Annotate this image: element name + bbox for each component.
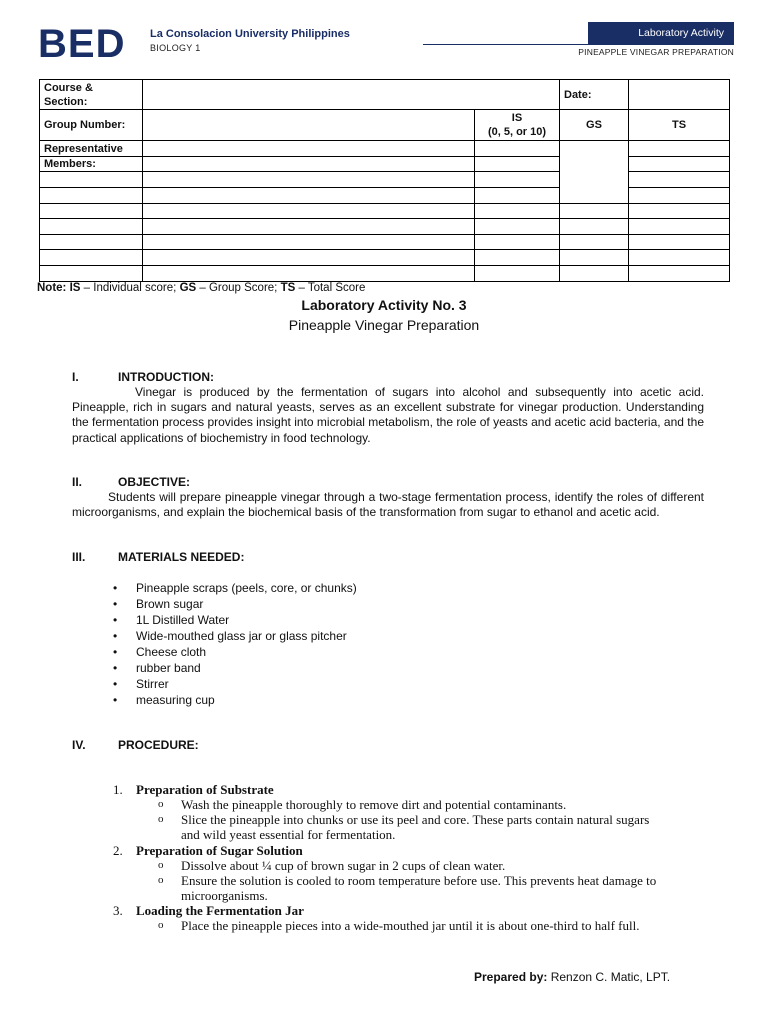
member-name-field[interactable] bbox=[143, 204, 475, 219]
member-gs-field[interactable] bbox=[560, 219, 629, 235]
step-number: 3. bbox=[113, 903, 123, 919]
activity-subtitle: Pineapple Vinegar Preparation bbox=[288, 317, 480, 333]
prepared-label: Prepared by: bbox=[474, 970, 548, 984]
substep-text: Place the pineapple pieces into a wide-mouthed jar until it is about one-third to half full. bbox=[181, 918, 640, 934]
member-is-field[interactable] bbox=[475, 188, 560, 204]
is-label: IS bbox=[511, 112, 523, 124]
procedure-number: IV. bbox=[72, 738, 86, 752]
list-item: • rubber band bbox=[110, 660, 357, 676]
date-field[interactable] bbox=[629, 80, 730, 110]
member-row-label bbox=[40, 266, 143, 282]
list-item: • Wide-mouthed glass jar or glass pitcher bbox=[110, 628, 357, 644]
member-is-field[interactable] bbox=[475, 219, 560, 235]
note-ts: TS bbox=[280, 282, 296, 294]
representative-label: Representative bbox=[40, 141, 143, 157]
objective-heading: OBJECTIVE: bbox=[118, 475, 191, 489]
member-is-field[interactable] bbox=[475, 235, 560, 250]
member-name-field[interactable] bbox=[143, 266, 475, 282]
substep-text: Dissolve about ¼ cup of brown sugar in 2 cups of clean water. bbox=[181, 857, 506, 873]
member-ts-field[interactable] bbox=[629, 235, 730, 250]
member-ts-field[interactable] bbox=[629, 172, 730, 188]
list-item: • Stirrer bbox=[110, 676, 357, 692]
note-is-text: – Individual score; bbox=[80, 282, 180, 294]
list-item: • Pineapple scraps (peels, core, or chunks) bbox=[110, 580, 357, 596]
sub-bullet: o bbox=[158, 813, 164, 826]
member-name-field[interactable] bbox=[143, 219, 475, 235]
substep-text: Slice the pineapple into chunks or use its peel and core. These parts contain natural sugars and wild yeast essential for fermentation. bbox=[181, 812, 650, 843]
materials-list bbox=[110, 580, 357, 708]
group-number-label: Group Number: bbox=[40, 110, 143, 141]
procedure-step bbox=[110, 903, 670, 918]
list-item: • Brown sugar bbox=[110, 596, 357, 612]
member-is-field[interactable] bbox=[475, 141, 560, 157]
intro-text: Vinegar is produced by the fermentation of sugars into alcohol and subsequently into acetic acid. Pineapple, rich in sugars and natural yeasts, serves as an excellent substrate for vinegar production. Understanding the fermentation process provides insight into microbial metabolism, the role of yeasts and acetic acid bacteria, and the practical applications of biochemistry in food technology. bbox=[72, 385, 704, 445]
course-section-label: Course & Section: bbox=[40, 80, 143, 110]
gs-header: GS bbox=[560, 110, 629, 141]
procedure-list bbox=[110, 782, 670, 933]
member-ts-field[interactable] bbox=[629, 188, 730, 204]
date-label: Date: bbox=[560, 80, 629, 110]
members-label: Members: bbox=[40, 157, 143, 172]
member-row-label bbox=[40, 188, 143, 204]
member-is-field[interactable] bbox=[475, 250, 560, 266]
member-row-label bbox=[40, 172, 143, 188]
note-gs: GS bbox=[179, 282, 197, 294]
member-is-field[interactable] bbox=[475, 172, 560, 188]
note-gs-text: – Group Score; bbox=[196, 282, 281, 294]
intro-number: I. bbox=[72, 370, 79, 384]
is-range: (0, 5, or 10) bbox=[487, 126, 547, 138]
member-ts-field[interactable] bbox=[629, 157, 730, 172]
procedure-substep bbox=[110, 918, 670, 933]
member-ts-field[interactable] bbox=[629, 204, 730, 219]
procedure-substep bbox=[110, 873, 670, 903]
procedure-heading: PROCEDURE: bbox=[118, 738, 199, 752]
note-ts-text: – Total Score bbox=[295, 282, 366, 294]
procedure-substep bbox=[110, 797, 670, 812]
member-name-field[interactable] bbox=[143, 235, 475, 250]
member-row-label bbox=[40, 204, 143, 219]
list-item: • Cheese cloth bbox=[110, 644, 357, 660]
sub-bullet: o bbox=[158, 873, 164, 886]
member-name-field[interactable] bbox=[143, 250, 475, 266]
document-title: PINEAPPLE VINEGAR PREPARATION bbox=[578, 47, 734, 57]
is-header bbox=[475, 110, 560, 141]
prepared-name: Renzon C. Matic, LPT. bbox=[547, 970, 671, 984]
subject-label: BIOLOGY 1 bbox=[150, 43, 201, 53]
materials-number: III. bbox=[72, 550, 86, 564]
sub-bullet: o bbox=[158, 858, 164, 871]
substep-text: Wash the pineapple thoroughly to remove dirt and potential contaminants. bbox=[181, 797, 567, 812]
header-divider bbox=[423, 44, 734, 45]
step-title: Loading the Fermentation Jar bbox=[136, 903, 304, 919]
objective-number: II. bbox=[72, 475, 83, 489]
intro-heading: INTRODUCTION: bbox=[118, 370, 214, 384]
group-info-table bbox=[39, 79, 730, 282]
procedure-step bbox=[110, 782, 670, 797]
step-title: Preparation of Substrate bbox=[136, 782, 274, 797]
member-is-field[interactable] bbox=[475, 157, 560, 172]
course-section-field[interactable] bbox=[143, 80, 560, 110]
activity-title: Laboratory Activity No. 3 bbox=[301, 297, 467, 313]
list-item: • measuring cup bbox=[110, 692, 357, 708]
sub-bullet: o bbox=[158, 919, 164, 932]
member-row-label bbox=[40, 219, 143, 235]
procedure-substep bbox=[110, 858, 670, 873]
member-name-field[interactable] bbox=[143, 188, 475, 204]
group-number-field[interactable] bbox=[143, 110, 475, 141]
materials-heading: MATERIALS NEEDED: bbox=[118, 550, 245, 564]
objective-text: Students will prepare pineapple vinegar through a two-stage fermentation process, identify the roles of different microorganisms, and explain the biochemical basis of the transformation from sugar to ethanol and acetic acid. bbox=[72, 490, 704, 520]
member-is-field[interactable] bbox=[475, 266, 560, 282]
list-item: • 1L Distilled Water bbox=[110, 612, 357, 628]
member-ts-field[interactable] bbox=[629, 141, 730, 157]
note-is: IS bbox=[69, 282, 81, 294]
prepared-by bbox=[474, 970, 670, 984]
substep-text: Ensure the solution is cooled to room temperature before use. This prevents heat damage to microorganisms. bbox=[181, 872, 657, 904]
bed-logo: BED bbox=[38, 22, 126, 66]
note-lead: Note: bbox=[37, 282, 67, 294]
step-number: 2. bbox=[113, 842, 123, 858]
university-name: La Consolacion University Philippines bbox=[150, 28, 350, 40]
step-number: 1. bbox=[113, 782, 123, 797]
group-score-field[interactable] bbox=[560, 141, 629, 204]
member-row-label bbox=[40, 250, 143, 266]
member-name-field[interactable] bbox=[143, 157, 475, 172]
procedure-step bbox=[110, 843, 670, 858]
member-ts-field[interactable] bbox=[629, 219, 730, 235]
activity-badge: Laboratory Activity bbox=[588, 22, 734, 44]
member-gs-field[interactable] bbox=[560, 204, 629, 219]
member-is-field[interactable] bbox=[475, 204, 560, 219]
ts-header: TS bbox=[629, 110, 730, 141]
member-gs-field[interactable] bbox=[560, 250, 629, 266]
member-row-label bbox=[40, 235, 143, 250]
member-ts-field[interactable] bbox=[629, 250, 730, 266]
procedure-substep bbox=[110, 812, 670, 842]
member-gs-field[interactable] bbox=[560, 266, 629, 282]
member-gs-field[interactable] bbox=[560, 235, 629, 250]
score-note bbox=[37, 282, 365, 294]
step-title: Preparation of Sugar Solution bbox=[136, 842, 303, 858]
member-ts-field[interactable] bbox=[629, 266, 730, 282]
sub-bullet: o bbox=[158, 798, 164, 810]
member-name-field[interactable] bbox=[143, 141, 475, 157]
member-name-field[interactable] bbox=[143, 172, 475, 188]
